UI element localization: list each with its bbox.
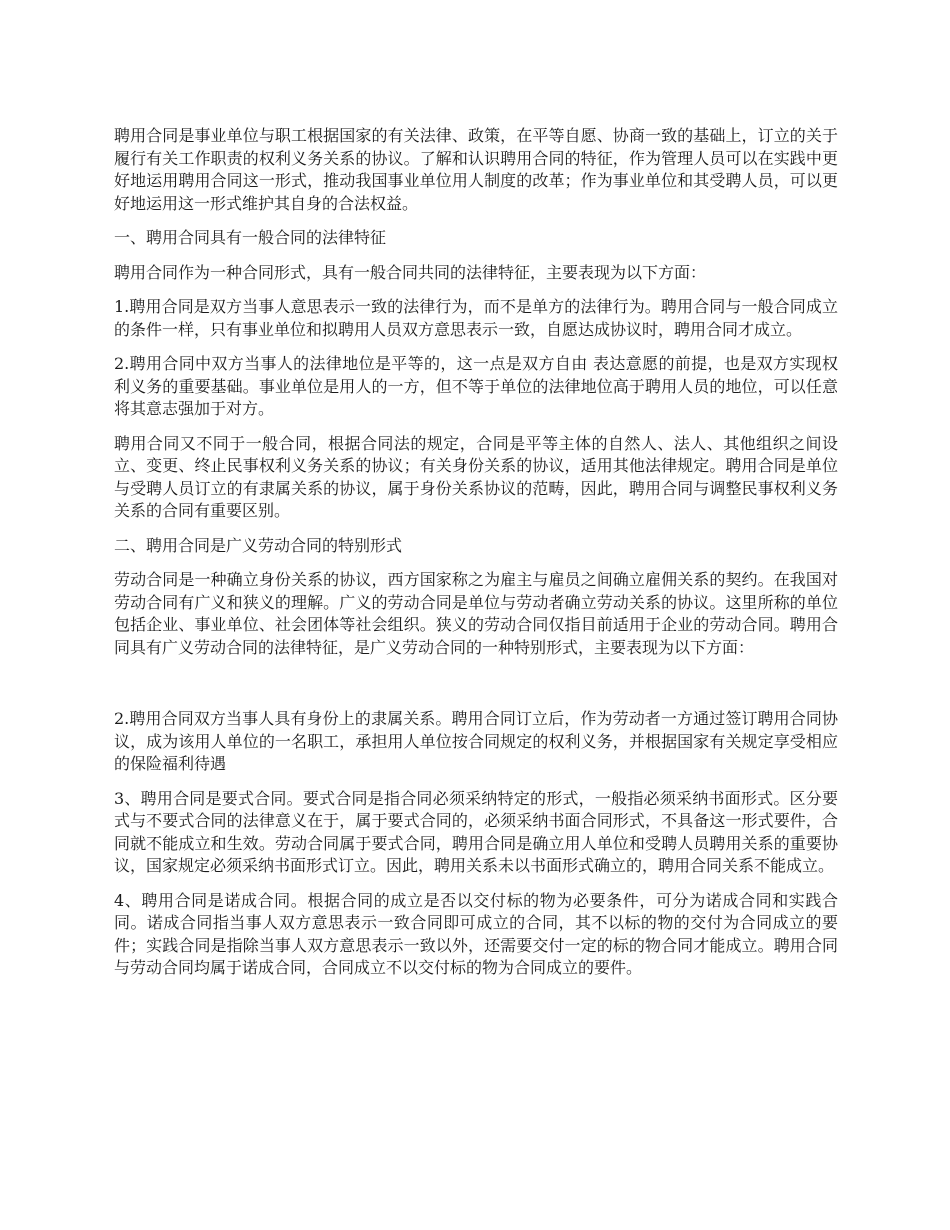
section-heading-2: 二、聘用合同是广义劳动合同的特别形式	[114, 535, 403, 555]
section1-tail-paragraph: 聘用合同又不同于一般合同，根据合同法的规定，合同是平等主体的自然人、法人、其他组织之间设立、变更、终止民事权利义务关系的协议；有关身份关系的协议，适用其他法律规定。聘用合同是单位与受聘人员订立的有隶属关系的协议，属于身份关系协议的范畴，因此，聘用合同与调整民事权利义务关系的合同有重要区别。	[114, 433, 838, 520]
section1-lead-paragraph: 聘用合同作为一种合同形式，具有一般合同共同的法律特征，主要表现为以下方面：	[114, 262, 707, 282]
blank-gap	[114, 671, 838, 708]
section-4-paragraph: 4、聘用合同是诺成合同。根据合同的成立是否以交付标的物为必要条件，可分为诺成合同和实践合同。诺成合同指当事人双方意思表示一致合同即可成立的合同，其不以标的物的交付为合同成立的要件；实践合同是指除当事人双方意思表示一致以外，还需要交付一定的标的物合同才能成立。聘用合同与劳动合同均属于诺成合同，合同成立不以交付标的物为合同成立的要件。	[114, 890, 838, 977]
section2-item-2: 2.聘用合同双方当事人具有身份上的隶属关系。聘用合同订立后，作为劳动者一方通过签订聘用合同协议，成为该用人单位的一名职工，承担用人单位按合同规定的权利义务，并根据国家有关规定享受相应的保险福利待遇	[114, 709, 838, 773]
section1-item-2: 2.聘用合同中双方当事人的法律地位是平等的，这一点是双方自由 表达意愿的前提，也是双方实现权利义务的重要基础。事业单位是用人的一方，但不等于单位的法律地位高于聘用人员的地位，可以任意将其意志强加于对方。	[114, 354, 838, 418]
section-3-paragraph: 3、聘用合同是要式合同。要式合同是指合同必须采纳特定的形式，一般指必须采纳书面形式。区分要式与不要式合同的法律意义在于，属于要式合同的，必须采纳书面合同形式，不具备这一形式要件，合同就不能成立和生效。劳动合同属于要式合同，聘用合同是确立用人单位和受聘人员聘用关系的重要协议，国家规定必须采纳书面形式订立。因此，聘用关系未以书面形式确立的，聘用合同关系不能成立。	[114, 788, 838, 875]
section-heading-1: 一、聘用合同具有一般合同的法律特征	[114, 228, 387, 247]
document-body	[114, 125, 838, 992]
section1-item-1: 1.聘用合同是双方当事人意思表示一致的法律行为，而不是单方的法律行为。聘用合同与一般合同成立的条件一样，只有事业单位和拟聘用人员双方意思表示一致，自愿达成协议时，聘用合同才成立。	[114, 297, 838, 339]
section2-lead-paragraph: 劳动合同是一种确立身份关系的协议，西方国家称之为雇主与雇员之间确立雇佣关系的契约。在我国对劳动合同有广义和狭义的理解。广义的劳动合同是单位与劳动者确立劳动关系的协议。这里所称的单位包括企业、事业单位、社会团体等社会组织。狭义的劳动合同仅指目前适用于企业的劳动合同。聘用合同具有广义劳动合同的法律特征，是广义劳动合同的一种特别形式，主要表现为以下方面：	[114, 570, 838, 657]
intro-paragraph: 聘用合同是事业单位与职工根据国家的有关法律、政策，在平等自愿、协商一致的基础上，订立的关于履行有关工作职责的权利义务关系的协议。了解和认识聘用合同的特征，作为管理人员可以在实践中更好地运用聘用合同这一形式，推动我国事业单位用人制度的改革；作为事业单位和其受聘人员，可以更好地运用这一形式维护其自身的合法权益。	[114, 126, 838, 213]
